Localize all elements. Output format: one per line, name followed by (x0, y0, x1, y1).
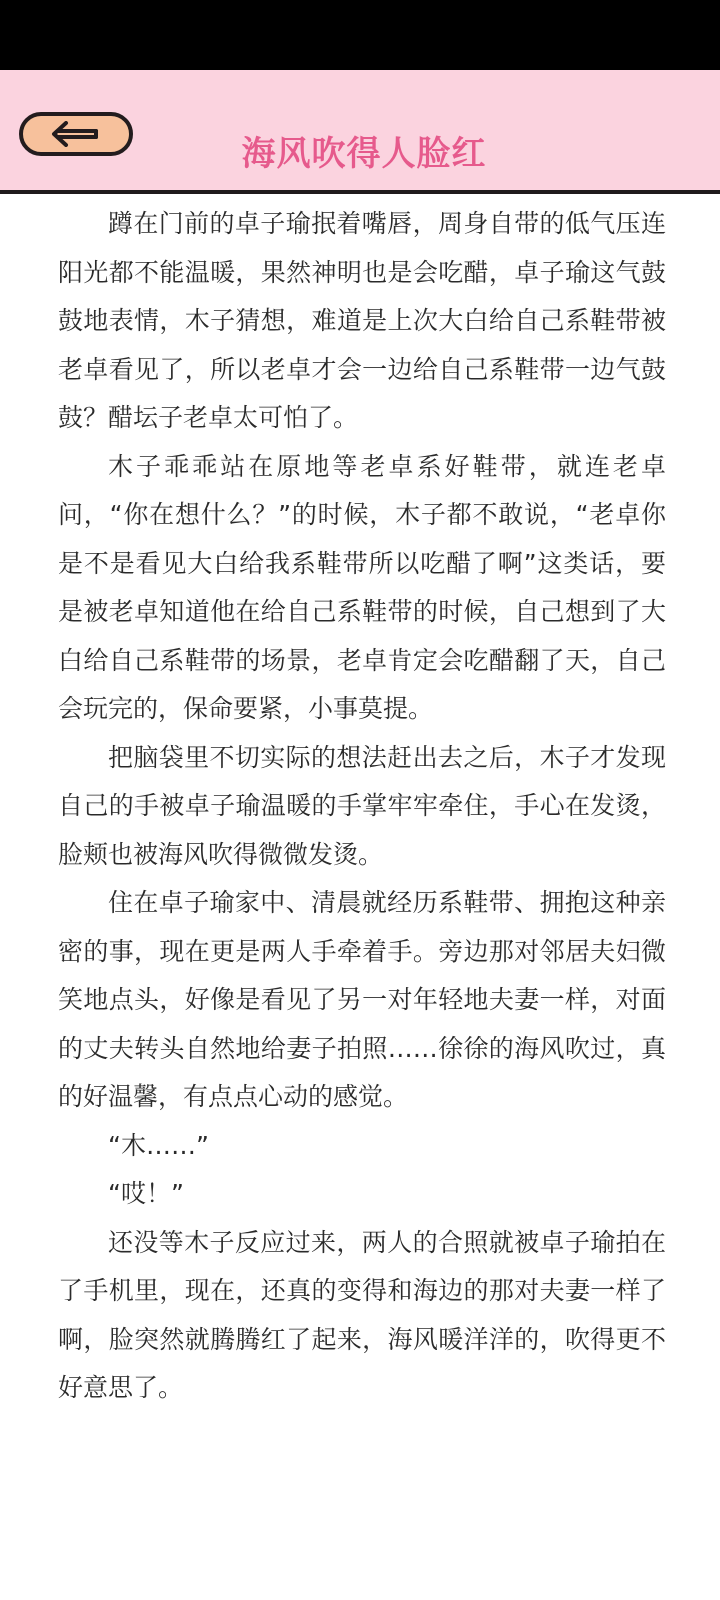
header-bar (0, 70, 720, 194)
paragraph: 把脑袋里不切实际的想法赶出去之后，木子才发现自己的手被卓子瑜温暖的手掌牢牢牵住，手心在发烫，脸颊也被海风吹得微微发烫。 (58, 742, 666, 869)
chapter-content (58, 200, 666, 1600)
paragraph: 木子乖乖站在原地等老卓系好鞋带，就连老卓问，“你在想什么？”的时候，木子都不敢说，“老卓你是不是看见大白给我系鞋带所以吃醋了啊”这类话，要是被老卓知道他在给自己系鞋带的时候，自己想到了大白给自己系鞋带的场景，老卓肯定会吃醋翻了天，自己会玩完的，保命要紧，小事莫提。 (58, 451, 666, 723)
paragraph: “木……” (108, 1130, 209, 1160)
paragraph: 蹲在门前的卓子瑜抿着嘴唇，周身自带的低气压连阳光都不能温暖，果然神明也是会吃醋，卓子瑜这气鼓鼓地表情，木子猜想，难道是上次大白给自己系鞋带被老卓看见了，所以老卓才会一边给自己系鞋带一边气鼓鼓？醋坛子老卓太可怕了。 (58, 209, 666, 432)
paragraph: 还没等木子反应过来，两人的合照就被卓子瑜拍在了手机里，现在，还真的变得和海边的那对夫妻一样了啊，脸突然就腾腾红了起来，海风暖洋洋的，吹得更不好意思了。 (58, 1227, 666, 1402)
paragraph: 住在卓子瑜家中、清晨就经历系鞋带、拥抱这种亲密的事，现在更是两人手牵着手。旁边那对邻居夫妇微笑地点头，好像是看见了另一对年轻地夫妻一样，对面的丈夫转头自然地给妻子拍照……徐徐的海风吹过，真的好温馨，有点点心动的感觉。 (58, 888, 666, 1111)
status-bar (0, 0, 720, 70)
page-title: 海风吹得人脸红 (241, 134, 487, 174)
paragraph: “哎！” (108, 1179, 184, 1208)
